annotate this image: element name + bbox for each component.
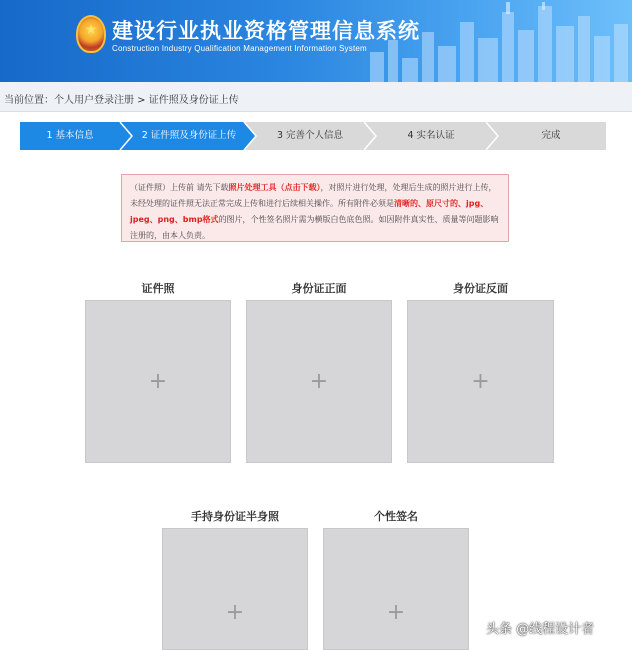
upload-box-id-back[interactable] bbox=[407, 300, 554, 463]
step-complete[interactable] bbox=[496, 122, 606, 150]
breadcrumb: 当前位置：个人用户登录注册 > 证件照及身份证上传 bbox=[4, 95, 239, 106]
upload-box-signature[interactable] bbox=[323, 528, 469, 650]
upload-label-holding-id: 手持身份证半身照 bbox=[191, 510, 279, 523]
step-label: 2 证件照及身份证上传 bbox=[141, 130, 237, 141]
watermark-text: 头条 @线程设计者 bbox=[486, 622, 595, 637]
plus-icon: + bbox=[309, 368, 329, 394]
upload-label-id-photo: 证件照 bbox=[141, 282, 175, 295]
upload-box-holding-id[interactable] bbox=[162, 528, 308, 650]
step-label: 完成 bbox=[541, 130, 561, 141]
upload-label-signature: 个性签名 bbox=[374, 510, 418, 523]
system-title: 建设行业执业资格管理信息系统 bbox=[112, 19, 420, 43]
plus-icon: + bbox=[386, 600, 406, 625]
step-personal-info[interactable] bbox=[254, 122, 366, 150]
step-photo-upload[interactable] bbox=[130, 122, 248, 150]
upload-box-id-photo[interactable] bbox=[85, 300, 231, 463]
upload-box-id-front[interactable] bbox=[246, 300, 392, 463]
upload-label-id-back: 身份证反面 bbox=[453, 282, 508, 295]
step-label: 4 实名认证 bbox=[407, 130, 455, 141]
notice-requirement: 清晰的、原尺寸的、jpg、jpeg、png、bmp格式 bbox=[130, 199, 489, 224]
notice-text: ，对照片进行处理，处理后生成的照片进行上传，未经处理的证件照无法正常完成上传和进行后续相关操作。所有附件必须是 bbox=[130, 183, 497, 208]
national-emblem-icon: ★ bbox=[76, 15, 106, 53]
breadcrumb-bar bbox=[0, 82, 632, 112]
step-basic-info[interactable] bbox=[20, 122, 120, 150]
step-real-name[interactable] bbox=[374, 122, 488, 150]
site-header bbox=[0, 0, 632, 82]
plus-icon: + bbox=[225, 600, 245, 625]
download-tool-link[interactable]: 照片处理工具（点击下载） bbox=[228, 183, 321, 192]
upload-label-id-front: 身份证正面 bbox=[291, 282, 347, 295]
notice-text: 的图片，个性签名照片需为横版白色底色照。如因附件真实性、质量等问题影响注册的，由本人负责。 bbox=[130, 215, 499, 240]
step-label: 3 完善个人信息 bbox=[276, 130, 344, 141]
plus-icon: + bbox=[471, 368, 490, 394]
plus-icon: + bbox=[148, 368, 168, 394]
system-subtitle: Construction Industry Qualification Management Information System bbox=[112, 44, 367, 53]
step-label: 1 基本信息 bbox=[46, 130, 94, 141]
registration-steps bbox=[20, 122, 606, 150]
upload-notice bbox=[121, 174, 509, 242]
notice-text: （证件照）上传前 请先下载 bbox=[130, 183, 229, 192]
